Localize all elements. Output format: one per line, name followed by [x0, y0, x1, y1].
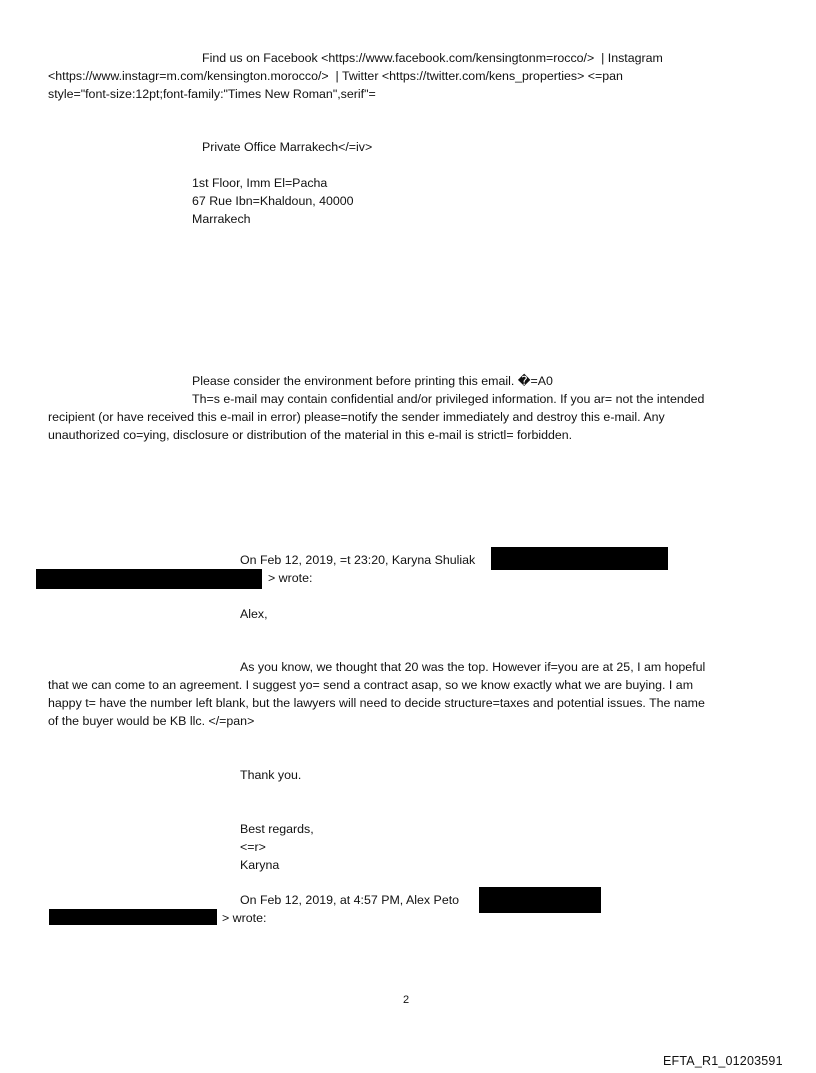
body-line-4: of the buyer would be KB llc. </=pan> [48, 714, 255, 728]
thanks-line: Thank you. [240, 768, 302, 782]
page-number: 2 [403, 994, 410, 1006]
instagram-twitter-line: <https://www.instagr=m.com/kensington.morocco/> | Twitter <https://twitter.com/kens_properties> <=pan [48, 69, 623, 83]
office-title: Private Office Marrakech</=iv> [202, 140, 373, 154]
body-line-1: As you know, we thought that 20 was the top. However if=you are at 25, I am hopeful [240, 660, 706, 674]
body-line-2: that we can come to an agreement. I suggest yo= send a contract asap, so we know exactly what we are buying. I am [48, 678, 694, 692]
greeting: Alex, [240, 607, 268, 621]
reply1-wrote: > wrote: [268, 571, 313, 585]
style-attribute-line: style="font-size:12pt;font-family:"Times New Roman",serif"= [48, 87, 376, 101]
reply1-header: On Feb 12, 2019, =t 23:20, Karyna Shuliak [240, 553, 476, 567]
reply2-wrote: > wrote: [222, 911, 267, 925]
signature: Karyna [240, 858, 280, 872]
disclaimer-line-2: recipient (or have received this e-mail in error) please=notify the sender immediately and destroy this e-mail. Any [48, 410, 665, 424]
br-line: <=r> [240, 840, 266, 854]
redaction-box [49, 909, 217, 925]
address-line-1: 1st Floor, Imm El=Pacha [192, 176, 328, 190]
disclaimer-line-1: Th=s e-mail may contain confidential and/or privileged information. If you ar= not the intended [192, 392, 705, 406]
facebook-instagram-line: Find us on Facebook <https://www.facebook.com/kensingtonm=rocco/> | Instagram [202, 51, 663, 65]
reply2-header: On Feb 12, 2019, at 4:57 PM, Alex Peto [240, 893, 460, 907]
address-line-2: 67 Rue Ibn=Khaldoun, 40000 [192, 194, 354, 208]
redaction-box [491, 547, 668, 570]
address-line-3: Marrakech [192, 212, 251, 226]
redaction-box [479, 887, 601, 913]
regards-line: Best regards, [240, 822, 314, 836]
bates-number: EFTA_R1_01203591 [663, 1054, 783, 1068]
redaction-box [36, 569, 262, 589]
disclaimer-line-3: unauthorized co=ying, disclosure or distribution of the material in this e-mail is strictl= forbidden. [48, 428, 573, 442]
environment-notice: Please consider the environment before printing this email. �=A0 [192, 374, 553, 388]
body-line-3: happy t= have the number left blank, but the lawyers will need to decide structure=taxes and potential issues. The name [48, 696, 705, 710]
